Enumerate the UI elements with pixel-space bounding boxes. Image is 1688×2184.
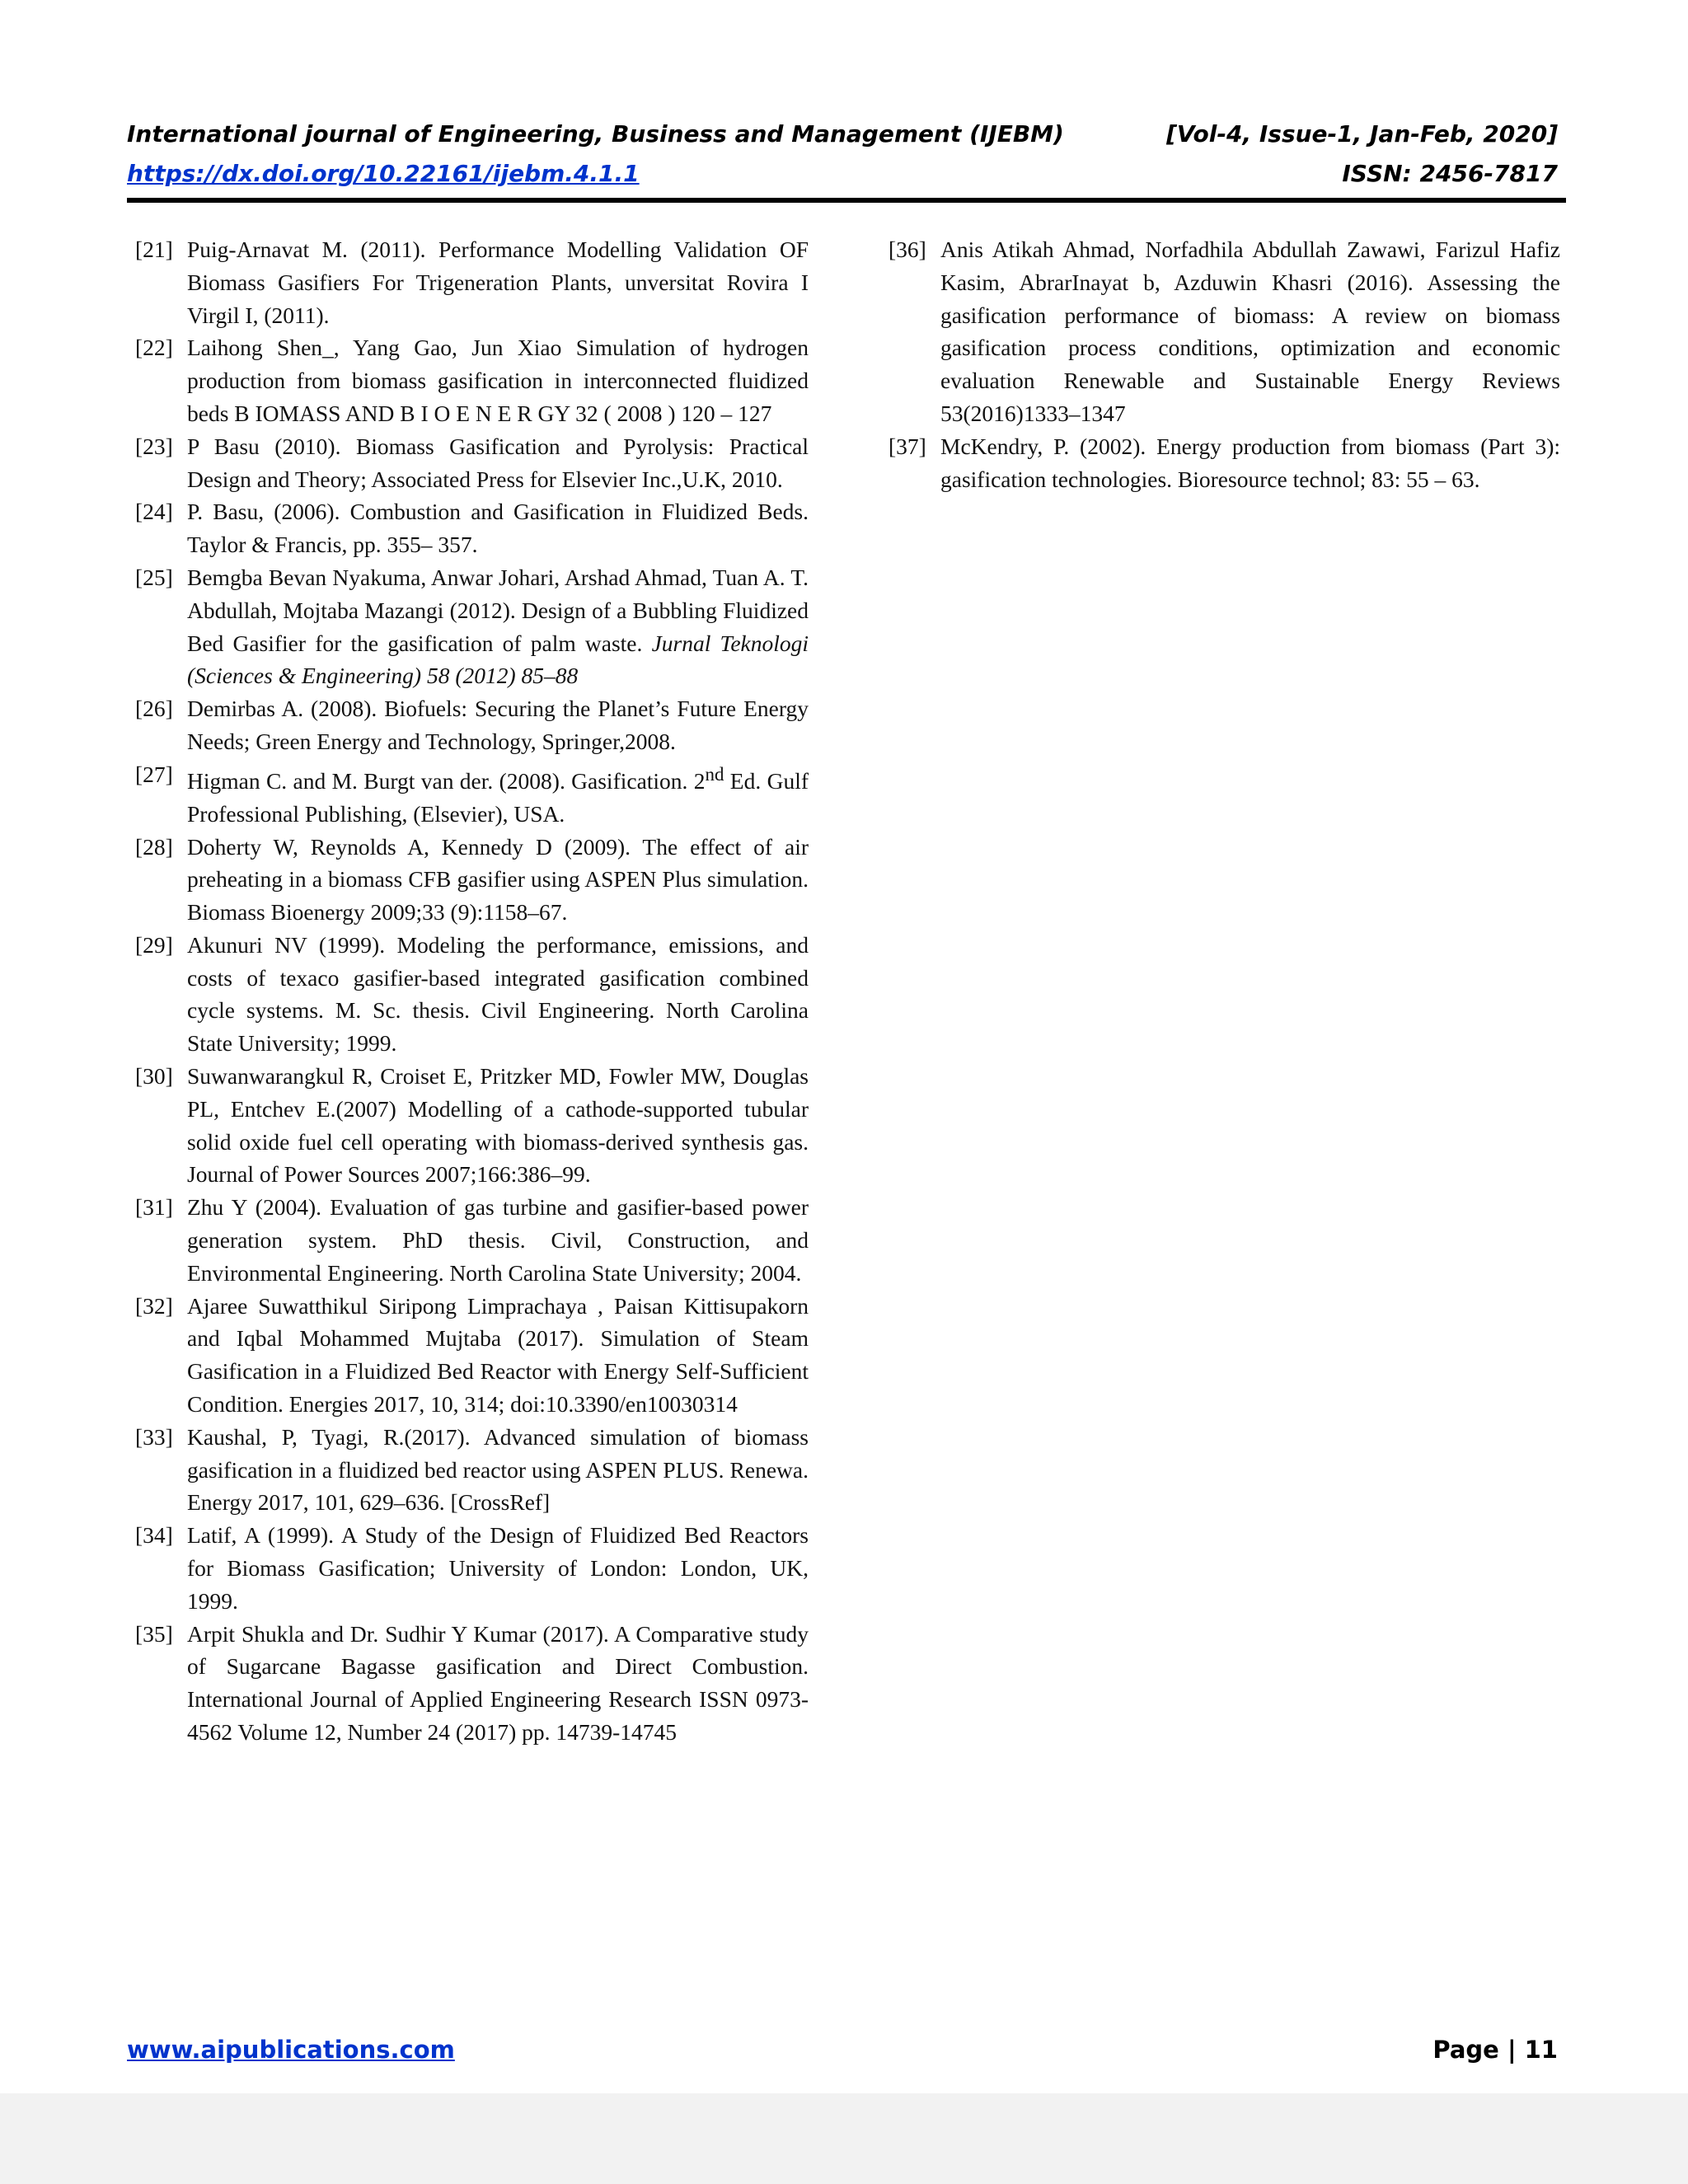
publisher-website-link[interactable]: www.aipublications.com <box>127 2036 455 2064</box>
reference-text: Arpit Shukla and Dr. Sudhir Y Kumar (2017). A Comparative study of Sugarcane Bagasse gasification and Direct Combustion. International Journal of Applied Engineering Research ISSN 0973-4562 Volume 12, Number 24 (2017) pp. 14739-14745 <box>187 1620 809 1746</box>
reference-number: [28] <box>135 833 173 860</box>
reference-text <box>187 561 809 692</box>
reference-text: Latif, A (1999). A Study of the Design of Fluidized Bed Reactors for Biomass Gasification; University of London: London, UK, 1999. <box>187 1522 809 1614</box>
volume-issue: [Vol-4, Issue-1, Jan-Feb, 2020] <box>1166 120 1558 148</box>
reference-item <box>135 233 809 331</box>
reference-number: [29] <box>135 931 173 958</box>
references-left-column <box>135 233 809 1749</box>
reference-text: Ajaree Suwatthikul Siripong Limprachaya , Paisan Kittisupakorn and Iqbal Mohammed Mujtaba (2017). Simulation of Steam Gasification in a Fluidized Bed Reactor with Energy Self-Sufficient Condition. Energies 2017, 10, 314; doi:10.3390/en10030314 <box>187 1292 809 1418</box>
page-bottom-shade <box>0 2093 1688 2184</box>
reference-item <box>135 1519 809 1617</box>
reference-number: [31] <box>135 1194 173 1221</box>
reference-number: [36] <box>889 237 926 262</box>
reference-number: [32] <box>135 1292 173 1319</box>
reference-text: Puig-Arnavat M. (2011). Performance Modelling Validation OF Biomass Gasifiers For Trigeneration Plants, unversitat Rovira I Virgil I, (2011). <box>187 237 809 328</box>
reference-item <box>135 1290 809 1421</box>
reference-text: Zhu Y (2004). Evaluation of gas turbine and gasifier-based power generation system. PhD thesis. Civil, Construction, and Environmental Engineering. North Carolina State University; 2004. <box>187 1194 809 1286</box>
reference-text: Kaushal, P, Tyagi, R.(2017). Advanced simulation of biomass gasification in a fluidized bed reactor using ASPEN PLUS. Renewa. Energy 2017, 101, 629–636. [CrossRef] <box>187 1423 809 1516</box>
reference-journal-italic: Jurnal Teknologi (Sciences & Engineering) 58 (2012) 85–88 <box>187 630 809 689</box>
reference-number: [37] <box>889 433 926 459</box>
reference-text: Akunuri NV (1999). Modeling the performance, emissions, and costs of texaco gasifier-based integrated gasification combined cycle systems. M. Sc. thesis. Civil Engineering. North Carolina State University; 1999. <box>187 931 809 1057</box>
page-number: Page | 11 <box>1432 2036 1558 2064</box>
reference-item <box>889 233 1560 430</box>
reference-number: [34] <box>135 1522 173 1549</box>
reference-text <box>187 758 809 831</box>
reference-item <box>889 430 1560 496</box>
reference-item <box>135 758 809 831</box>
reference-text: P. Basu, (2006). Combustion and Gasification in Fluidized Beds. Taylor & Francis, pp. 355– 357. <box>187 499 809 558</box>
reference-number: [22] <box>135 335 173 361</box>
reference-number: [23] <box>135 433 173 459</box>
reference-text: Doherty W, Reynolds A, Kennedy D (2009). The effect of air preheating in a biomass CFB gasifier using ASPEN Plus simulation. Biomass Bioenergy 2009;33 (9):1158–67. <box>187 833 809 926</box>
reference-item <box>135 430 809 496</box>
reference-item <box>135 1060 809 1191</box>
reference-item <box>135 692 809 758</box>
reference-text: Anis Atikah Ahmad, Norfadhila Abdullah Zawawi, Farizul Hafiz Kasim, AbrarInayat b, Azduwin Khasri (2016). Assessing the gasification performance of biomass: A review on biomass gasification process conditions, optimization and economic evaluation Renewable and Sustainable Energy Reviews 53(2016)1333–1347 <box>940 237 1560 426</box>
issn-label: ISSN: 2456-7817 <box>1342 160 1558 187</box>
reference-text-after: Ed. Gulf Professional Publishing, (Elsevier), USA. <box>187 767 809 827</box>
journal-title: International journal of Engineering, Business and Management (IJEBM) <box>127 120 1064 148</box>
reference-item <box>135 1618 809 1749</box>
reference-text: P Basu (2010). Biomass Gasification and Pyrolysis: Practical Design and Theory; Associated Press for Elsevier Inc.,U.K, 2010. <box>187 433 809 492</box>
reference-number: [25] <box>135 564 173 590</box>
reference-number: [30] <box>135 1063 173 1090</box>
reference-number: [27] <box>135 761 173 787</box>
reference-text-main: Bemgba Bevan Nyakuma, Anwar Johari, Arshad Ahmad, Tuan A. T. Abdullah, Mojtaba Mazangi (2012). Design of a Bubbling Fluidized Bed Gasifier for the gasification of palm waste. <box>187 564 809 656</box>
reference-text: Laihong Shen_, Yang Gao, Jun Xiao Simulation of hydrogen production from biomass gasification in interconnected fluidized beds B IOMASS AND B I O E N E R GY 32 ( 2008 ) 120 – 127 <box>187 335 809 426</box>
reference-number: [24] <box>135 499 173 525</box>
header-rule <box>127 198 1566 203</box>
reference-text: McKendry, P. (2002). Energy production from biomass (Part 3): gasification technologies. Bioresource technol; 83: 55 – 63. <box>940 433 1560 492</box>
reference-text: Suwanwarangkul R, Croiset E, Pritzker MD, Fowler MW, Douglas PL, Entchev E.(2007) Modelling of a cathode-supported tubular solid oxide fuel cell operating with biomass-derived synthesis gas. Journal of Power Sources 2007;166:386–99. <box>187 1063 809 1188</box>
reference-item <box>135 1191 809 1289</box>
edition-superscript: nd <box>705 763 724 785</box>
reference-item <box>135 331 809 429</box>
reference-item <box>135 495 809 561</box>
reference-item <box>135 831 809 929</box>
reference-text: Demirbas A. (2008). Biofuels: Securing the Planet’s Future Energy Needs; Green Energy and Technology, Springer,2008. <box>187 696 809 754</box>
references-right-column <box>889 233 1560 495</box>
reference-item <box>135 929 809 1060</box>
reference-number: [21] <box>135 237 173 262</box>
reference-text-before: Higman C. and M. Burgt van der. (2008). Gasification. 2 <box>187 767 706 794</box>
reference-number: [26] <box>135 696 173 722</box>
reference-item <box>135 1421 809 1519</box>
reference-item <box>135 561 809 692</box>
reference-number: [35] <box>135 1620 173 1647</box>
doi-link[interactable]: https://dx.doi.org/10.22161/ijebm.4.1.1 <box>127 160 640 187</box>
reference-number: [33] <box>135 1423 173 1450</box>
